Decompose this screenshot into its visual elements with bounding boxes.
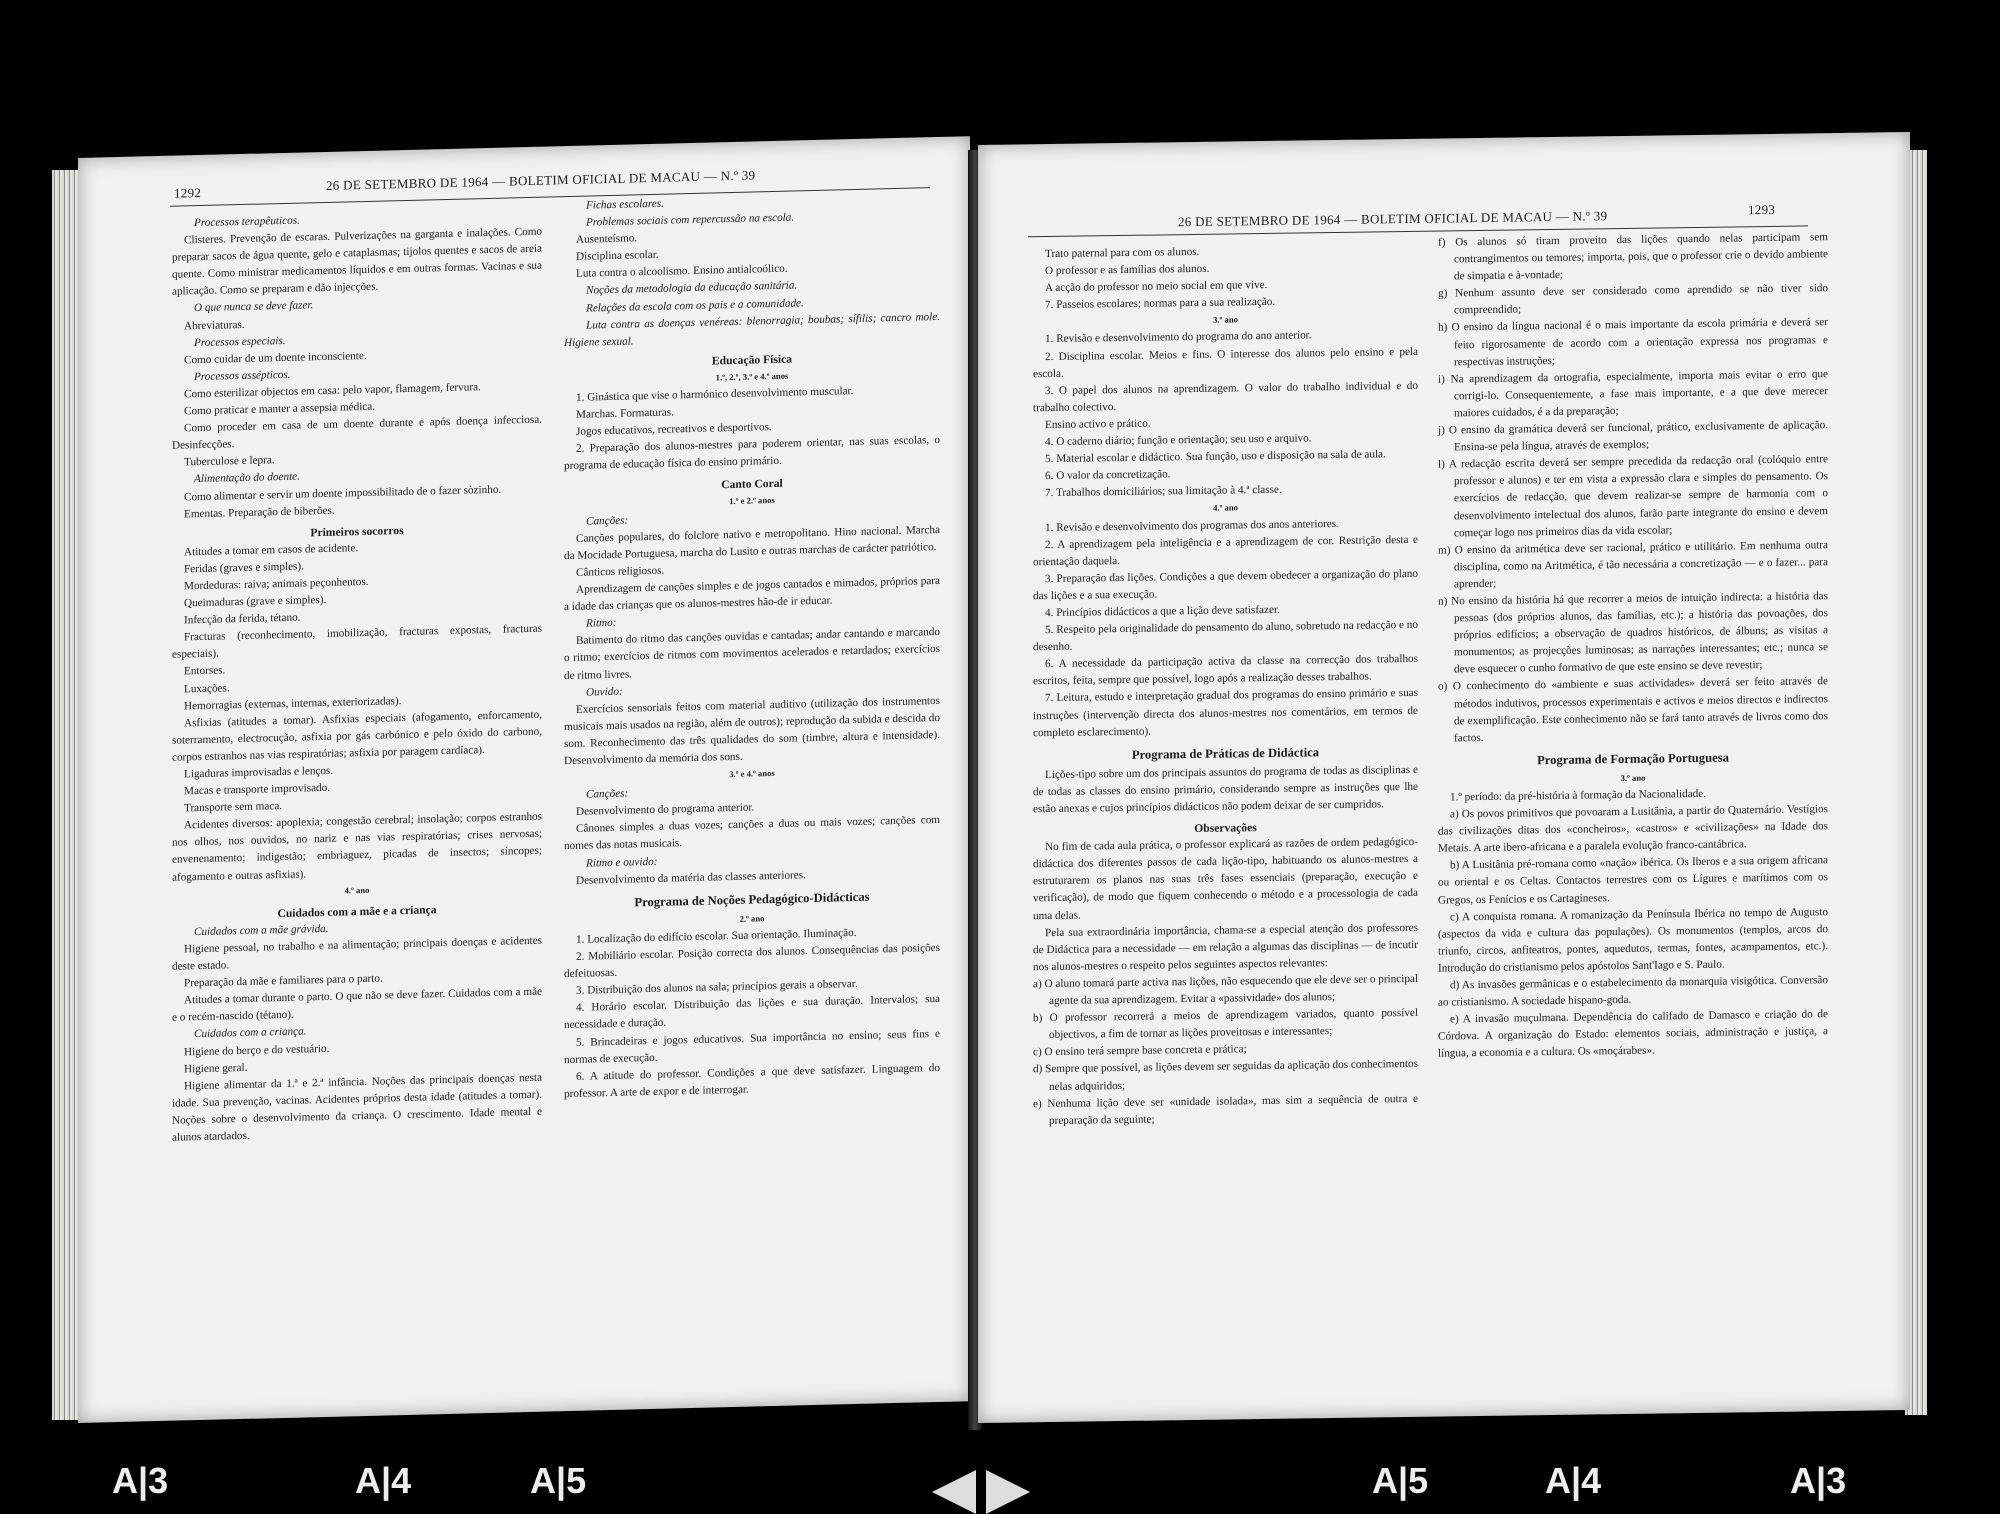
year-label: 3.º e 4.º anos xyxy=(729,768,775,780)
subsection-title: Ritmo: xyxy=(586,617,617,630)
paragraph: Infecção da ferida, tétano. xyxy=(184,611,301,627)
paragraph: Higiene do berço e do vestuário. xyxy=(184,1042,330,1058)
paragraph: Como cuidar de um doente inconsciente. xyxy=(184,349,367,367)
paragraph: o) O conhecimento do «ambiente e suas actividades» deverá ser feito através de métodos indutivos, processos experimentais e activos e meios directos e indirectos de exemplificação. Este conhecimento não se fará tanto através de livros como dos factos. xyxy=(1438,675,1828,745)
paragraph: O professor e as famílias dos alunos. xyxy=(1045,262,1210,278)
paragraph: Macas e transporte improvisado. xyxy=(184,781,331,798)
paragraph: 7. Trabalhos domiciliários; sua limitação à 4.ª classe. xyxy=(1045,484,1282,500)
subsection-title: Fichas escolares. xyxy=(586,197,664,212)
paragraph: d) As invasões germânicas e o estabelecimento da monarquia visigótica. Conversão ao cristianismo. A sociedade hispano-goda. xyxy=(1438,974,1828,1009)
right-arrow-marker xyxy=(986,1470,1030,1514)
paragraph: 6. A necessidade da participação activa da classe na correcção dos trabalhos escritos, feita, sempre que possível, logo após a realização desses trabalhos. xyxy=(1033,653,1418,688)
paragraph: j) O ensino da gramática deverá ser funcional, prático, exclusivamente de aplicação. Ensina-se pela língua, através de exemplos; xyxy=(1438,419,1828,454)
section-heading: Observações xyxy=(1194,821,1257,836)
paragraph: a) O aluno tomará parte activa nas lições, não esquecendo que ele deve ser o principal agente da sua aprendizagem. Evitar a «passividade» dos alunos; xyxy=(1033,972,1418,1008)
subsection-title: Canções: xyxy=(586,787,629,801)
section-heading: Primeiros socorros xyxy=(310,523,404,540)
left-arrow-marker xyxy=(932,1470,976,1514)
paragraph: Desenvolvimento da matéria das classes anteriores. xyxy=(576,868,806,887)
paragraph: 1. Ginástica que vise o harmónico desenvolvimento muscular. xyxy=(576,385,854,404)
paragraph: 5. Material escolar e didáctico. Sua função, uso e disposição na sala de aula. xyxy=(1045,448,1386,466)
paragraph: Luta contra o alcoolismo. Ensino antialcoólico. xyxy=(576,263,788,281)
paragraph: f) Os alunos só tiram proveito das lições quando nelas participam sem contrangimentos ou temores; importa, pois, que o professor crie o devido ambiente de simpatia e à-vontade; xyxy=(1438,231,1828,283)
paragraph: Exercícios sensoriais feitos com material auditivo (utilização dos instrumentos musicais mais usados na região, além de outros); reprodução da subida e descida do som. Reconhecimento das três qualidades do som (timbre, altura e intensidade). Desenvolvimento da memória dos sons. xyxy=(564,694,940,768)
paragraph: Lições-tipo sobre um dos principais assuntos do programa de todas as disciplinas e de todas as classes do ensino primário, considerando sempre as instruções que lhe estão anexas e cujos princípios didácticos não podem deixar de ser cumpridos. xyxy=(1033,763,1418,816)
film-mark: A|4 xyxy=(355,1460,412,1501)
paragraph: Transporte sem maca. xyxy=(184,800,283,815)
right-column-1 xyxy=(1033,241,1418,1130)
paragraph: b) O professor recorrerá a meios de aprendizagem variados, quanto possível objectivos, a fim de tornar as lições proveitosas e interessantes; xyxy=(1033,1006,1418,1042)
subsection-title: Problemas sociais com repercussão na escola. xyxy=(586,211,795,229)
paragraph: h) O ensino da língua nacional é o mais importante da escola primária e deverá ser feito rigorosamente de acordo com a orientação expressa nos programas e respectivas instruções; xyxy=(1438,316,1828,369)
subsection-title: Noções da metodologia da educação sanitária. xyxy=(586,279,798,298)
section-heading: Educação Física xyxy=(711,352,793,368)
paragraph: Pela sua extraordinária importância, chama-se a especial atenção dos professores de Didáctica para a necessidade — em relação a algumas das disciplinas — de incutir nos alunos-mestres o respeito pelos seguintes aspectos relevantes: xyxy=(1033,921,1418,974)
paragraph: 5. Respeito pela originalidade do pensamento do aluno, sobretudo na redacção e no desenho. xyxy=(1033,618,1418,654)
paragraph: Batimento do ritmo das canções ouvidas e cantadas; andar cantando e marcando o ritmo; exercícios de ritmos com movimentos acelerados e retardados; exercícios de ritmo livres. xyxy=(564,626,940,682)
page-number: 1293 xyxy=(1748,201,1776,218)
paragraph: c) O ensino terá sempre base concreta e prática; xyxy=(1033,1043,1247,1059)
paragraph: Entorses. xyxy=(184,664,226,678)
left-column-1 xyxy=(172,207,542,1147)
year-label: 1.º, 2.º, 3.º e 4.º anos xyxy=(715,370,789,383)
paragraph: 2. Mobiliário escolar. Posição correcta dos alunos. Consequências das posições defeituosas. xyxy=(564,941,940,981)
subsection-title: Relações da escola com os pais e a comunidade. xyxy=(586,296,804,315)
year-label: 4.º ano xyxy=(1213,502,1238,514)
paragraph: Ausenteísmo. xyxy=(576,232,638,247)
paragraph: Desenvolvimento do programa anterior. xyxy=(576,801,755,819)
film-mark: A|5 xyxy=(530,1460,587,1501)
paragraph: Cânones simples a duas vozes; canções a duas ou mais vozes; canções com nomes das notas musicais. xyxy=(564,814,940,853)
paragraph: Como praticar e manter a assepsia médica. xyxy=(184,400,376,418)
subsection-title: Cuidados com a criança. xyxy=(194,1025,307,1041)
subsection-title: Ritmo e ouvido: xyxy=(586,855,658,870)
subsection-title: Processos terapêuticos. xyxy=(194,214,300,230)
paragraph: Jogos educativos, recreativos e desportivos. xyxy=(576,421,772,439)
paragraph: 1.º período: da pré-história à formação da Nacionalidade. xyxy=(1450,787,1707,804)
paragraph: Luxações. xyxy=(184,681,230,695)
year-label: 1.º e 2.º anos xyxy=(729,494,775,506)
section-heading: Programa de Práticas de Didáctica xyxy=(1131,744,1320,762)
paragraph: 2. Disciplina escolar. Meios e fins. O interesse dos alunos pelo ensino e pela escola. xyxy=(1033,345,1418,380)
left-page xyxy=(78,136,970,1423)
paragraph: Tuberculose e lepra. xyxy=(184,454,275,469)
paragraph: Marchas. Formaturas. xyxy=(576,406,674,421)
paragraph: 6. A atitude do professor. Condições a que deve satisfazer. Linguagem do professor. A arte de expor e de interrogar. xyxy=(564,1061,940,1100)
paragraph: 1. Revisão e desenvolvimento dos programas dos anos anteriores. xyxy=(1045,517,1339,534)
paragraph: n) No ensino da história há que recorrer a meios de intuição indirecta: a história das pessoas (dos próprios alunos, das famílias, etc.); a história das povoações, dos próprios edifícios; a observação de quadros históricos, de álbuns; as visitas a monumentos; as projecções luminosas; as narrações interessantes; etc.; nunca se deve esquecer o cunho formativo de que este ensino se deve revestir; xyxy=(1438,590,1828,676)
paragraph: Ligaduras improvisadas e lenços. xyxy=(184,764,334,781)
film-mark: A|3 xyxy=(112,1460,169,1501)
paragraph: Como proceder em casa de um doente durante e após doença infecciosa. Desinfecções. xyxy=(172,413,542,452)
paragraph: No fim de cada aula prática, o professor explicará as razões de ordem pedagógico-didáctica dos diferentes passos de cada lição-tipo, habituando os alunos-mestres a estruturarem os planos nas suas três fases essenciais (preparação, execução e verificação), de modo que fiquem conhecendo o método e a processologia de cada uma delas. xyxy=(1033,836,1418,922)
paragraph: Mordeduras: raiva; animais peçonhentos. xyxy=(184,575,369,593)
paragraph: Como alimentar e servir um doente impossibilitado de o fazer sòzinho. xyxy=(184,483,502,503)
right-column-2 xyxy=(1438,229,1828,1063)
paragraph: 2. Preparação dos alunos-mestres para poderem orientar, nas suas escolas, o programa de educação física do ensino primário. xyxy=(564,434,940,473)
paragraph: m) O ensino da aritmética deve ser racional, prático e utilitário. Em nenhuma outra disciplina, como na Aritmética, é tão necessária a concretização — e o fazer... para aprender; xyxy=(1438,538,1828,591)
paragraph: Ementas. Preparação de biberões. xyxy=(184,504,335,521)
paragraph: 2. A aprendizagem pela inteligência e a aprendizagem de cor. Restrição desta e orientação daquela. xyxy=(1033,533,1418,568)
year-label: 4.º ano xyxy=(344,884,370,896)
section-heading: Cuidados com a mãe e a criança xyxy=(277,902,437,920)
film-mark: A|3 xyxy=(1790,1460,1847,1501)
paragraph: Abreviaturas. xyxy=(184,318,245,332)
paragraph: Cânticos religiosos. xyxy=(576,564,665,579)
film-mark: A|5 xyxy=(1372,1460,1429,1501)
paragraph: Queimaduras (grave e simples). xyxy=(184,593,327,610)
paragraph: Feridas (graves e simples). xyxy=(184,560,304,576)
paragraph: Como esterilizar objectos em casa: pelo vapor, flamagem, fervura. xyxy=(184,381,481,401)
paragraph: Atitudes a tomar em casos de acidente. xyxy=(184,541,359,559)
paragraph: Fracturas (reconhecimento, imobilização, fracturas expostas, fracturas especiais). xyxy=(172,622,542,662)
subsection-title: Cuidados com a mãe grávida. xyxy=(194,922,329,939)
year-label: 3.º ano xyxy=(1620,772,1646,783)
paragraph: Disciplina escolar. xyxy=(576,249,659,264)
paragraph: c) A conquista romana. A romanização da Península Ibérica no tempo de Augusto (aspectos da vida e cultura das populações). Os monumentos (templos, arcos do triunfo, circos, anfiteatros, pontes, aquedutos, termas, fontes, acampamentos, etc.). Introdução do cristianismo pelos apóstolos Sant'Iago e S. Paulo. xyxy=(1438,905,1828,975)
paragraph: 3. O papel dos alunos na aprendizagem. O valor do trabalho individual e do trabalho colectivo. xyxy=(1033,379,1418,415)
right-page xyxy=(978,132,1910,1423)
paragraph: Ensino activo e prático. xyxy=(1045,417,1151,432)
paragraph: 1. Revisão e desenvolvimento do programa do ano anterior. xyxy=(1045,329,1312,346)
subsection-title: Luta contra as doenças venéreas: blenorragia; boubas; sífilis; cancro mole. Higiene sexual. xyxy=(564,310,940,349)
subsection-title: O que nunca se deve fazer. xyxy=(194,299,314,315)
paragraph: Atitudes a tomar durante o parto. O que não se deve fazer. Cuidados com a mãe e o recém-nascido (tétano). xyxy=(172,985,542,1025)
paragraph: 3. Distribuição dos alunos na sala; princípios gerais a observar. xyxy=(576,978,858,998)
page-stack-left xyxy=(52,170,80,1420)
paragraph: A acção do professor no meio social em que vive. xyxy=(1045,279,1268,295)
paragraph: b) A Lusitânia pré-romana como «nação» ibérica. Os Iberos e a sua origem africana ou oriental e os Celtas. Contactos terrestres com os Lígures e marítimos com os Gregos, os Fenícios e os Cartagineses. xyxy=(1438,854,1828,907)
paragraph: d) Sempre que possível, as lições devem ser seguidas da aplicação dos conhecimentos nelas adquiridos; xyxy=(1033,1058,1418,1093)
paragraph: Higiene pessoal, no trabalho e na alimentação; principais doenças e acidentes deste estado. xyxy=(172,934,542,973)
paragraph: e) A invasão muçulmana. Dependência do califado de Damasco e criação do de Córdova. A organização do Estado: elementos sociais, administração e justiça, a língua, a economia e a cultura. Os «moçárabes». xyxy=(1438,1008,1828,1060)
subsection-title: Processos especiais. xyxy=(194,334,286,349)
section-heading: Programa de Noções Pedagógico-Didácticas xyxy=(634,889,870,910)
paragraph: a) Os povos primitivos que povoaram a Lusitânia, a partir do Quaternário. Vestígios das civilizações ditas dos «concheiros», «castros» e «civilizações» na Idade dos Metais. A arte ibero-africana e a paralela evolução franco-cantábrica. xyxy=(1438,803,1828,855)
year-label: 2.º ano xyxy=(739,913,765,924)
paragraph: 5. Brincadeiras e jogos educativos. Sua importância no ensino; seus fins e normas de execução. xyxy=(564,1027,940,1066)
paragraph: 4. Princípios didácticos a que a lição deve satisfazer. xyxy=(1045,603,1280,620)
paragraph: 1. Localização do edifício escolar. Sua orientação. Iluminação. xyxy=(576,926,857,946)
paragraph: g) Nenhum assunto deve ser considerado como aprendido se não tiver sido compreendido; xyxy=(1438,282,1828,317)
left-column-2 xyxy=(564,189,940,1103)
year-label: 3.º ano xyxy=(1213,314,1238,326)
paragraph: 7. Passeios escolares; normas para a sua realização. xyxy=(1045,296,1276,312)
paragraph: Trato paternal para com os alunos. xyxy=(1045,245,1200,261)
paragraph: Clisteres. Prevenção de escaras. Pulverizações na garganta e inalações. Como preparar sacos de água quente, gelo e cataplasmas; tijolos quentes e sacos de areia quente. Como ministrar medicamentos líquidos e em outras formas. Vacinas e sua aplicação. Como se preparam e dão injecções. xyxy=(172,225,542,299)
page-header: 26 DE SETEMBRO DE 1964 — BOLETIM OFICIAL DE MACAU — N.º 39 xyxy=(1178,208,1608,230)
paragraph: 3. Preparação das lições. Condições a que devem obedecer a organização do plano das lições e a sua execução. xyxy=(1033,567,1418,603)
subsection-title: Ouvido: xyxy=(586,685,623,699)
paragraph: l) A redacção escrita deverá ser sempre precedida da redacção oral (colóquio entre professor e alunos) e ter em vista a expressão clara e simples do pensamento. Os exercícios de redacção, que devem realizar-se sempre de harmonia com o desenvolvimento intelectual dos alunos, farão parte integrante do ensino e devem começar logo nos primeiros dias da vida escolar; xyxy=(1438,453,1828,539)
section-heading: Canto Coral xyxy=(721,476,783,491)
paragraph: Asfixias (atitudes a tomar). Asfixias especiais (afogamento, enforcamento, soterramento, electrocução, asfixia por gás carbónico e pelo óxido do carbono, corpos estranhos nas vias respiratórias; asfixia por paragem cardíaca). xyxy=(172,708,542,764)
section-heading: Programa de Formação Portuguesa xyxy=(1537,750,1729,768)
paragraph: Higiene geral. xyxy=(184,1061,248,1076)
page-header: 26 DE SETEMBRO DE 1964 — BOLETIM OFICIAL DE MACAU — N.º 39 xyxy=(326,167,756,193)
paragraph: Canções populares, do folclore nativo e metropolitano. Hino nacional. Marcha da Mocidade Portuguesa, marcha do Lusito e outras marchas de carácter patriótico. xyxy=(564,523,940,562)
paragraph: 4. O caderno diário; função e orientação; seu uso e arquivo. xyxy=(1045,432,1312,449)
paragraph: 7. Leitura, estudo e interpretação gradual dos programas do ensino primário e suas instruções (intervenção directa dos alunos-mestres nos comentários, em termos de completo esclarecimento). xyxy=(1033,687,1418,739)
subsection-title: Alimentação do doente. xyxy=(194,470,300,486)
subsection-title: Processos assépticos. xyxy=(194,368,291,384)
subsection-title: Canções: xyxy=(586,514,629,528)
paragraph: 6. O valor da concretização. xyxy=(1045,468,1171,483)
page-number: 1292 xyxy=(174,184,202,201)
paragraph: Higiene alimentar da 1.ª e 2.ª infância. Noções das principais doenças nesta idade. Sua prevenção, vacinas. Acidentes próprios desta idade (atitudes a tomar). Noções sobre o desenvolvimento da criança. O crescimento. Idade mental e alunos atardados. xyxy=(172,1071,542,1144)
paragraph: Preparação da mãe e familiares para o parto. xyxy=(184,972,383,990)
paragraph: 4. Horário escolar. Distribuição das lições e sua duração. Intervalos; sua necessidade e duração. xyxy=(564,993,940,1032)
paragraph: Hemorragias (externas, internas, exteriorizadas). xyxy=(184,694,402,713)
paragraph: Aprendizagem de canções simples e de jogos cantados e mimados, próprios para a idade das crianças que os alunos-mestres hão-de ir educar. xyxy=(564,574,940,614)
paragraph: e) Nenhuma lição deve ser «unidade isolada», mas sim a sequência de outra e preparação da seguinte; xyxy=(1033,1092,1418,1127)
film-mark: A|4 xyxy=(1545,1460,1602,1501)
paragraph: Acidentes diversos: apoplexia; congestão cerebral; insolação; corpos estranhos nos olhos, nos ouvidos, no nariz e nas vias respiratórias; crises nervosas; envenenamento; indigestão; embriaguez, picadas de insectos; síncopes; afogamento e outras asfixias). xyxy=(172,810,542,884)
paragraph: i) Na aprendizagem da ortografia, especialmente, importa mais evitar o erro que corrigi-lo. Consequentemente, a fase mais importante, e a que deve merecer maiores cuidados, é a da preparação; xyxy=(1438,367,1828,420)
